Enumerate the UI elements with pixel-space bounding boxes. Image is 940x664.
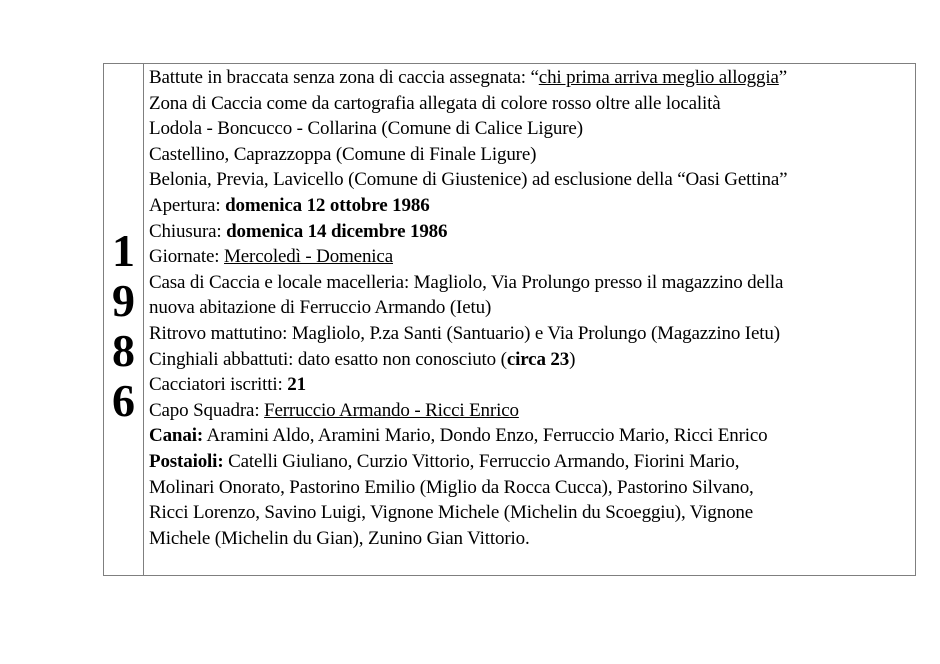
cinghiali-end: ) (569, 348, 576, 370)
postaioli-label: Postaioli: (149, 450, 224, 472)
apertura-date: domenica 12 ottobre 1986 (225, 194, 430, 216)
cacciatori-count: 21 (287, 374, 306, 396)
capo-squadra-names: Ferruccio Armando - Ricci Enrico (264, 399, 519, 421)
battute-quote: chi prima arriva meglio alloggia (538, 67, 779, 88)
giornate-label: Giornate: (149, 246, 225, 268)
cinghiali-line (149, 347, 915, 373)
location-line: Lodola - Boncucco - Collarina (Comune di Calice Ligure) (149, 118, 583, 140)
chiusura-label: Chiusura: (149, 220, 227, 242)
giornate-days: Mercoledì - Domenica (224, 246, 393, 268)
cacciatori-line (149, 372, 915, 398)
apertura-line (149, 193, 915, 219)
year-digit: 6 (112, 374, 135, 426)
location-line: Castellino, Caprazzoppa (Comune di Finale Ligure) (149, 143, 537, 165)
season-details-cell (144, 64, 915, 575)
battute-end: ” (778, 67, 788, 88)
battute-label: Battute in braccata senza zona di caccia assegnata: “ (149, 67, 539, 88)
cinghiali-label: Cinghiali abbattuti: dato esatto non conosciuto ( (149, 348, 507, 370)
year-digit: 1 (112, 224, 135, 276)
postaioli-line (149, 449, 915, 475)
battute-line (149, 65, 915, 91)
giornate-line (149, 244, 915, 270)
casa-line: Casa di Caccia e locale macelleria: Magliolo, Via Prolungo presso il magazzino della (149, 271, 784, 293)
year-digit: 8 (112, 324, 135, 376)
cacciatori-label: Cacciatori iscritti: (149, 374, 288, 396)
capo-squadra-line (149, 398, 915, 424)
year-cell (104, 64, 144, 575)
capo-squadra-label: Capo Squadra: (149, 399, 265, 421)
zona-line: Zona di Caccia come da cartografia allegata di colore rosso oltre alle località (149, 92, 721, 114)
postaioli-continued-line: Molinari Onorato, Pastorino Emilio (Miglio da Rocca Cucca), Pastorino Silvano, (149, 476, 754, 498)
postaioli-names: Catelli Giuliano, Curzio Vittorio, Ferruccio Armando, Fiorini Mario, (223, 450, 740, 472)
canai-label: Canai: (149, 425, 203, 447)
ritrovo-line: Ritrovo mattutino: Magliolo, P.za Santi (Santuario) e Via Prolungo (Magazzino Ietu) (149, 322, 780, 344)
canai-names: Aramini Aldo, Aramini Mario, Dondo Enzo, Ferruccio Mario, Ricci Enrico (203, 425, 768, 447)
apertura-label: Apertura: (149, 194, 226, 216)
chiusura-line (149, 219, 915, 245)
postaioli-continued-line: Ricci Lorenzo, Savino Luigi, Vignone Michele (Michelin du Scoeggiu), Vignone (149, 502, 754, 524)
season-record-table (103, 63, 916, 576)
postaioli-continued-line: Michele (Michelin du Gian), Zunino Gian Vittorio. (149, 527, 530, 549)
year-digit: 9 (112, 274, 135, 326)
location-line: Belonia, Previa, Lavicello (Comune di Giustenice) ad esclusione della “Oasi Gettina” (149, 169, 788, 191)
casa-line: nuova abitazione di Ferruccio Armando (Ietu) (149, 297, 492, 319)
canai-line (149, 423, 915, 449)
cinghiali-count: circa 23 (506, 348, 570, 370)
chiusura-date: domenica 14 dicembre 1986 (226, 220, 448, 242)
